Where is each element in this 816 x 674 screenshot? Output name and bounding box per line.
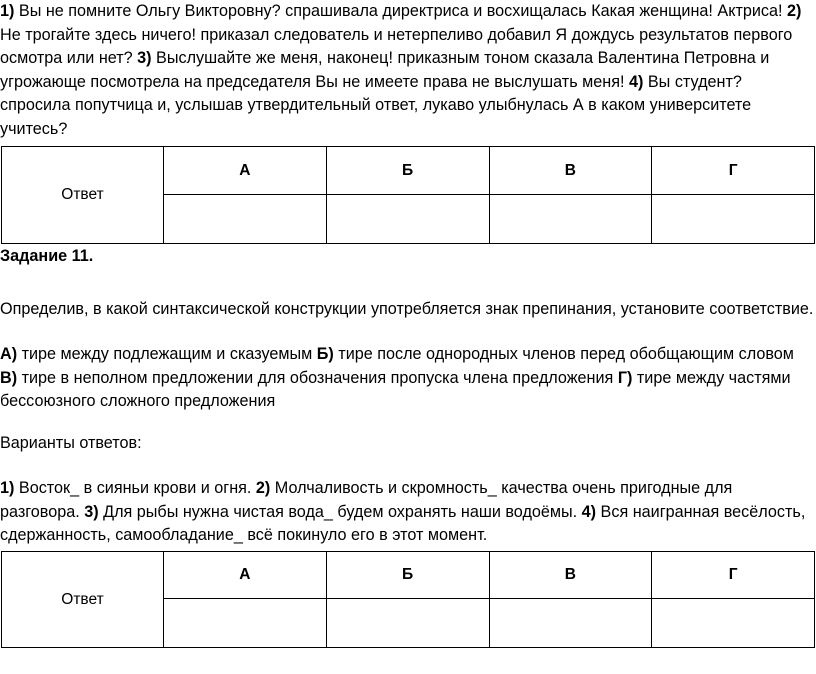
variant-number: 4)	[581, 502, 597, 521]
variant-text: Молчаливость и скромность_ качества очень пригодные для разговора.	[0, 479, 733, 521]
row-label-cell: Ответ	[2, 147, 164, 244]
variant-number: 1)	[0, 479, 15, 497]
variant-text: Восток_ в сияньи крови и огня.	[14, 479, 256, 497]
variant-number: 2)	[255, 479, 271, 497]
answer-cell-g[interactable]	[652, 599, 815, 648]
item-text: Вы не помните Ольгу Викторовну? спрашивала директриса и восхищалась Какая женщина! Актриса!	[14, 2, 788, 20]
option-text: тире в неполном предложении для обозначения пропуска члена предложения	[17, 368, 618, 387]
column-header: В	[489, 552, 652, 599]
variant-text: Вся наигранная весёлость, сдержанность, самообладание_ всё покинуло его в этот момент.	[0, 502, 806, 544]
option-letter: В)	[0, 368, 18, 387]
task10-text	[0, 0, 814, 141]
task11-options	[0, 343, 814, 414]
variant-number: 3)	[84, 502, 99, 521]
option-text: тире между подлежащим и сказуемым	[17, 345, 317, 363]
column-header: А	[164, 147, 327, 195]
task11-instruction: Определив, в какой синтаксической конструкции употребляется знак препинания, установите соответствие.	[0, 300, 814, 318]
column-header: Б	[326, 552, 489, 599]
column-header: Б	[326, 147, 489, 195]
answer-cell-v[interactable]	[489, 599, 652, 648]
variant-text: Для рыбы нужна чистая вода_ будем охранять наши водоёмы.	[98, 502, 582, 521]
answer-cell-v[interactable]	[489, 195, 652, 244]
column-header: А	[164, 552, 327, 599]
item-number: 2)	[787, 2, 802, 20]
item-number: 4)	[628, 72, 644, 91]
column-header: В	[489, 147, 652, 195]
answer-cell-a[interactable]	[164, 195, 327, 244]
task11-title: Задание 11.	[0, 247, 94, 265]
answer-table-2	[1, 551, 815, 648]
option-text: тире между частями бессоюзного сложного предложения	[0, 368, 791, 410]
answer-cell-a[interactable]	[164, 599, 327, 648]
variants-paragraph	[0, 477, 814, 548]
option-letter: Б)	[316, 345, 334, 363]
column-header: Г	[652, 552, 815, 599]
answer-cell-g[interactable]	[652, 195, 815, 244]
table-header-row	[2, 552, 815, 599]
variants-label: Варианты ответов:	[0, 434, 142, 452]
item-text: Вы студент? спросила попутчица и, услышав утвердительный ответ, лукаво улыбнулась А в каком университете учитесь?	[0, 72, 752, 138]
task11-variants	[0, 477, 814, 548]
table-header-row	[2, 147, 815, 195]
option-letter: А)	[0, 345, 18, 363]
options-paragraph	[0, 343, 814, 414]
option-letter: Г)	[617, 368, 633, 387]
answer-cell-b[interactable]	[326, 195, 489, 244]
task10-paragraph	[0, 0, 814, 141]
answer-cell-b[interactable]	[326, 599, 489, 648]
row-label-cell: Ответ	[2, 552, 164, 648]
option-text: тире после однородных членов перед обобщающим словом	[333, 345, 794, 363]
column-header: Г	[652, 147, 815, 195]
item-text: Выслушайте же меня, наконец! приказным тоном сказала Валентина Петровна и угрожающе посмотрела на председателя Вы не имеете права не выслушать меня!	[0, 49, 770, 91]
answer-table-1	[1, 146, 815, 244]
item-text: Не трогайте здесь ничего! приказал следователь и нетерпеливо добавил Я дождусь результатов первого осмотра или нет?	[0, 25, 793, 67]
item-number: 1)	[0, 2, 15, 20]
item-number: 3)	[137, 49, 152, 67]
